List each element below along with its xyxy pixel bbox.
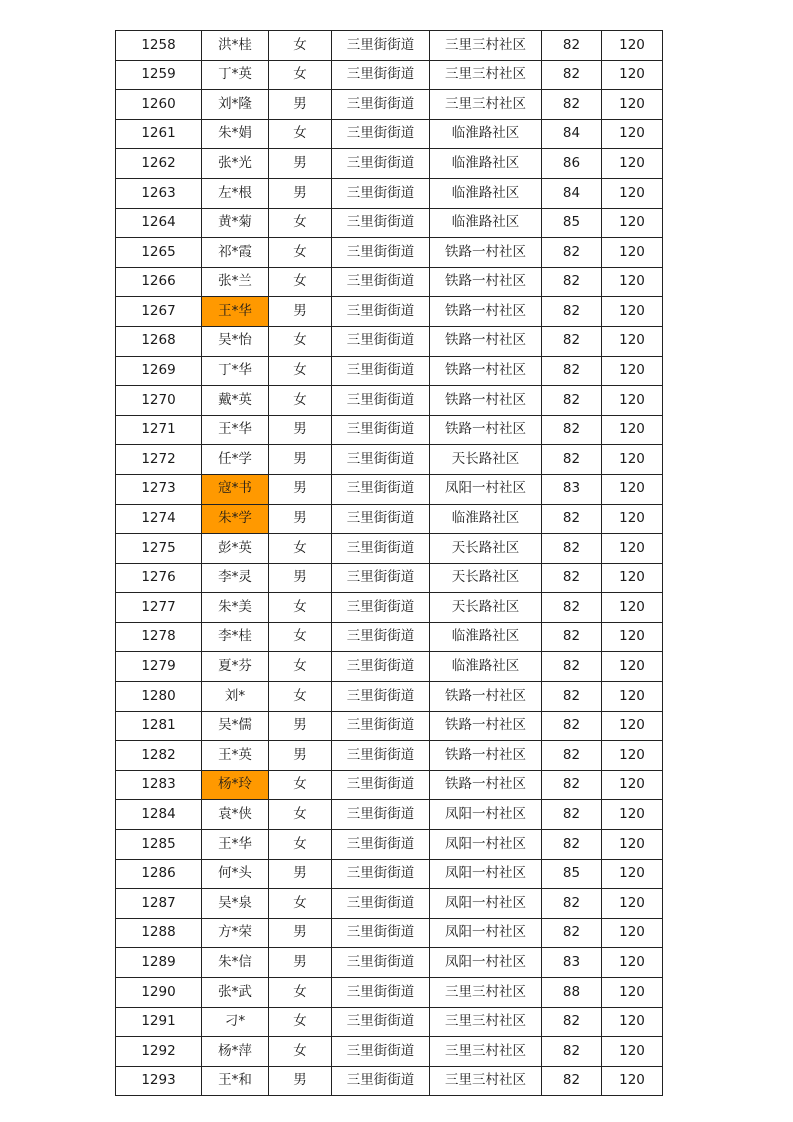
name-cell: 朱*娟 — [202, 119, 269, 149]
amount-cell: 120 — [602, 119, 663, 149]
name-cell: 杨*萍 — [202, 1037, 269, 1067]
table-row — [116, 326, 663, 356]
street-cell: 三里街街道 — [332, 593, 430, 623]
age-cell: 82 — [542, 563, 602, 593]
table-row — [116, 948, 663, 978]
age-cell: 82 — [542, 800, 602, 830]
street-cell: 三里街街道 — [332, 474, 430, 504]
name-cell: 杨*玲 — [202, 770, 269, 800]
street-cell: 三里街街道 — [332, 60, 430, 90]
gender-cell: 男 — [269, 711, 332, 741]
row-number-cell: 1292 — [116, 1037, 202, 1067]
community-cell: 天长路社区 — [430, 445, 542, 475]
table-body — [116, 31, 663, 1096]
street-cell: 三里街街道 — [332, 770, 430, 800]
age-cell: 82 — [542, 415, 602, 445]
age-cell: 82 — [542, 90, 602, 120]
community-cell: 铁路一村社区 — [430, 415, 542, 445]
name-cell: 张*武 — [202, 978, 269, 1008]
row-number-cell: 1284 — [116, 800, 202, 830]
community-cell: 铁路一村社区 — [430, 356, 542, 386]
gender-cell: 女 — [269, 652, 332, 682]
age-cell: 88 — [542, 978, 602, 1008]
gender-cell: 女 — [269, 593, 332, 623]
age-cell: 82 — [542, 1007, 602, 1037]
community-cell: 临淮路社区 — [430, 208, 542, 238]
age-cell: 83 — [542, 474, 602, 504]
amount-cell: 120 — [602, 800, 663, 830]
name-cell: 洪*桂 — [202, 31, 269, 61]
row-number-cell: 1261 — [116, 119, 202, 149]
gender-cell: 女 — [269, 800, 332, 830]
amount-cell: 120 — [602, 1066, 663, 1096]
table-row — [116, 356, 663, 386]
community-cell: 临淮路社区 — [430, 652, 542, 682]
row-number-cell: 1274 — [116, 504, 202, 534]
gender-cell: 男 — [269, 149, 332, 179]
amount-cell: 120 — [602, 60, 663, 90]
age-cell: 86 — [542, 149, 602, 179]
gender-cell: 女 — [269, 267, 332, 297]
age-cell: 82 — [542, 445, 602, 475]
street-cell: 三里街街道 — [332, 504, 430, 534]
age-cell: 82 — [542, 326, 602, 356]
community-cell: 铁路一村社区 — [430, 682, 542, 712]
name-cell: 张*光 — [202, 149, 269, 179]
table-row — [116, 563, 663, 593]
street-cell: 三里街街道 — [332, 918, 430, 948]
age-cell: 82 — [542, 918, 602, 948]
row-number-cell: 1280 — [116, 682, 202, 712]
age-cell: 82 — [542, 889, 602, 919]
row-number-cell: 1262 — [116, 149, 202, 179]
age-cell: 82 — [542, 1066, 602, 1096]
name-cell: 戴*英 — [202, 386, 269, 416]
table-row — [116, 238, 663, 268]
name-cell: 丁*华 — [202, 356, 269, 386]
amount-cell: 120 — [602, 149, 663, 179]
table-row — [116, 208, 663, 238]
street-cell: 三里街街道 — [332, 652, 430, 682]
table-row — [116, 386, 663, 416]
gender-cell: 女 — [269, 889, 332, 919]
amount-cell: 120 — [602, 978, 663, 1008]
table-row — [116, 178, 663, 208]
age-cell: 82 — [542, 504, 602, 534]
amount-cell: 120 — [602, 622, 663, 652]
recipients-table — [115, 30, 663, 1096]
street-cell: 三里街街道 — [332, 889, 430, 919]
street-cell: 三里街街道 — [332, 1066, 430, 1096]
street-cell: 三里街街道 — [332, 563, 430, 593]
table-row — [116, 415, 663, 445]
gender-cell: 女 — [269, 31, 332, 61]
name-cell: 朱*美 — [202, 593, 269, 623]
age-cell: 82 — [542, 31, 602, 61]
row-number-cell: 1277 — [116, 593, 202, 623]
community-cell: 临淮路社区 — [430, 178, 542, 208]
street-cell: 三里街街道 — [332, 238, 430, 268]
gender-cell: 女 — [269, 208, 332, 238]
name-cell: 吴*儒 — [202, 711, 269, 741]
row-number-cell: 1273 — [116, 474, 202, 504]
gender-cell: 男 — [269, 918, 332, 948]
community-cell: 铁路一村社区 — [430, 297, 542, 327]
gender-cell: 男 — [269, 297, 332, 327]
amount-cell: 120 — [602, 1037, 663, 1067]
amount-cell: 120 — [602, 90, 663, 120]
community-cell: 凤阳一村社区 — [430, 830, 542, 860]
street-cell: 三里街街道 — [332, 682, 430, 712]
street-cell: 三里街街道 — [332, 267, 430, 297]
age-cell: 82 — [542, 741, 602, 771]
age-cell: 82 — [542, 297, 602, 327]
amount-cell: 120 — [602, 741, 663, 771]
name-cell: 刁* — [202, 1007, 269, 1037]
table-row — [116, 119, 663, 149]
gender-cell: 女 — [269, 978, 332, 1008]
street-cell: 三里街街道 — [332, 622, 430, 652]
street-cell: 三里街街道 — [332, 445, 430, 475]
name-cell: 丁*英 — [202, 60, 269, 90]
amount-cell: 120 — [602, 830, 663, 860]
name-cell: 任*学 — [202, 445, 269, 475]
name-cell: 夏*芬 — [202, 652, 269, 682]
table-row — [116, 652, 663, 682]
table-row — [116, 504, 663, 534]
community-cell: 三里三村社区 — [430, 60, 542, 90]
community-cell: 三里三村社区 — [430, 1007, 542, 1037]
gender-cell: 男 — [269, 415, 332, 445]
row-number-cell: 1260 — [116, 90, 202, 120]
amount-cell: 120 — [602, 652, 663, 682]
row-number-cell: 1293 — [116, 1066, 202, 1096]
amount-cell: 120 — [602, 356, 663, 386]
name-cell: 李*桂 — [202, 622, 269, 652]
street-cell: 三里街街道 — [332, 1007, 430, 1037]
row-number-cell: 1263 — [116, 178, 202, 208]
row-number-cell: 1258 — [116, 31, 202, 61]
gender-cell: 男 — [269, 504, 332, 534]
community-cell: 凤阳一村社区 — [430, 918, 542, 948]
street-cell: 三里街街道 — [332, 386, 430, 416]
table-row — [116, 741, 663, 771]
age-cell: 82 — [542, 770, 602, 800]
gender-cell: 女 — [269, 622, 332, 652]
row-number-cell: 1283 — [116, 770, 202, 800]
street-cell: 三里街街道 — [332, 534, 430, 564]
community-cell: 凤阳一村社区 — [430, 889, 542, 919]
name-cell: 寇*书 — [202, 474, 269, 504]
gender-cell: 女 — [269, 830, 332, 860]
gender-cell: 女 — [269, 356, 332, 386]
community-cell: 凤阳一村社区 — [430, 474, 542, 504]
name-cell: 王*和 — [202, 1066, 269, 1096]
street-cell: 三里街街道 — [332, 741, 430, 771]
table-row — [116, 711, 663, 741]
amount-cell: 120 — [602, 534, 663, 564]
gender-cell: 女 — [269, 386, 332, 416]
amount-cell: 120 — [602, 918, 663, 948]
name-cell: 王*英 — [202, 741, 269, 771]
gender-cell: 男 — [269, 563, 332, 593]
amount-cell: 120 — [602, 593, 663, 623]
name-cell: 吴*泉 — [202, 889, 269, 919]
age-cell: 82 — [542, 652, 602, 682]
community-cell: 凤阳一村社区 — [430, 800, 542, 830]
table-row — [116, 60, 663, 90]
age-cell: 82 — [542, 830, 602, 860]
row-number-cell: 1265 — [116, 238, 202, 268]
age-cell: 85 — [542, 208, 602, 238]
table-row — [116, 593, 663, 623]
amount-cell: 120 — [602, 386, 663, 416]
amount-cell: 120 — [602, 682, 663, 712]
gender-cell: 女 — [269, 682, 332, 712]
amount-cell: 120 — [602, 445, 663, 475]
amount-cell: 120 — [602, 770, 663, 800]
gender-cell: 男 — [269, 741, 332, 771]
row-number-cell: 1281 — [116, 711, 202, 741]
gender-cell: 男 — [269, 445, 332, 475]
table-row — [116, 149, 663, 179]
name-cell: 朱*学 — [202, 504, 269, 534]
row-number-cell: 1278 — [116, 622, 202, 652]
table-row — [116, 31, 663, 61]
table-row — [116, 474, 663, 504]
table-row — [116, 1007, 663, 1037]
amount-cell: 120 — [602, 711, 663, 741]
row-number-cell: 1285 — [116, 830, 202, 860]
row-number-cell: 1269 — [116, 356, 202, 386]
table-row — [116, 1037, 663, 1067]
name-cell: 王*华 — [202, 297, 269, 327]
community-cell: 三里三村社区 — [430, 90, 542, 120]
community-cell: 铁路一村社区 — [430, 267, 542, 297]
row-number-cell: 1279 — [116, 652, 202, 682]
age-cell: 82 — [542, 238, 602, 268]
amount-cell: 120 — [602, 326, 663, 356]
age-cell: 84 — [542, 119, 602, 149]
gender-cell: 男 — [269, 859, 332, 889]
amount-cell: 120 — [602, 948, 663, 978]
street-cell: 三里街街道 — [332, 800, 430, 830]
row-number-cell: 1288 — [116, 918, 202, 948]
table-row — [116, 800, 663, 830]
street-cell: 三里街街道 — [332, 149, 430, 179]
name-cell: 吴*怡 — [202, 326, 269, 356]
gender-cell: 女 — [269, 326, 332, 356]
community-cell: 凤阳一村社区 — [430, 948, 542, 978]
amount-cell: 120 — [602, 504, 663, 534]
community-cell: 临淮路社区 — [430, 504, 542, 534]
name-cell: 张*兰 — [202, 267, 269, 297]
community-cell: 铁路一村社区 — [430, 711, 542, 741]
table-row — [116, 918, 663, 948]
row-number-cell: 1259 — [116, 60, 202, 90]
street-cell: 三里街街道 — [332, 711, 430, 741]
community-cell: 铁路一村社区 — [430, 386, 542, 416]
row-number-cell: 1286 — [116, 859, 202, 889]
street-cell: 三里街街道 — [332, 859, 430, 889]
row-number-cell: 1275 — [116, 534, 202, 564]
community-cell: 铁路一村社区 — [430, 741, 542, 771]
street-cell: 三里街街道 — [332, 948, 430, 978]
gender-cell: 女 — [269, 534, 332, 564]
row-number-cell: 1271 — [116, 415, 202, 445]
table-row — [116, 978, 663, 1008]
name-cell: 刘*隆 — [202, 90, 269, 120]
street-cell: 三里街街道 — [332, 326, 430, 356]
community-cell: 铁路一村社区 — [430, 238, 542, 268]
street-cell: 三里街街道 — [332, 830, 430, 860]
community-cell: 三里三村社区 — [430, 31, 542, 61]
amount-cell: 120 — [602, 563, 663, 593]
community-cell: 三里三村社区 — [430, 1037, 542, 1067]
gender-cell: 女 — [269, 1007, 332, 1037]
gender-cell: 女 — [269, 60, 332, 90]
name-cell: 王*华 — [202, 415, 269, 445]
row-number-cell: 1282 — [116, 741, 202, 771]
gender-cell: 男 — [269, 178, 332, 208]
table-row — [116, 297, 663, 327]
street-cell: 三里街街道 — [332, 297, 430, 327]
name-cell: 朱*信 — [202, 948, 269, 978]
community-cell: 铁路一村社区 — [430, 326, 542, 356]
row-number-cell: 1264 — [116, 208, 202, 238]
amount-cell: 120 — [602, 31, 663, 61]
street-cell: 三里街街道 — [332, 978, 430, 1008]
street-cell: 三里街街道 — [332, 178, 430, 208]
table-row — [116, 859, 663, 889]
name-cell: 彭*英 — [202, 534, 269, 564]
row-number-cell: 1270 — [116, 386, 202, 416]
gender-cell: 男 — [269, 1066, 332, 1096]
street-cell: 三里街街道 — [332, 1037, 430, 1067]
age-cell: 82 — [542, 682, 602, 712]
community-cell: 天长路社区 — [430, 593, 542, 623]
age-cell: 82 — [542, 593, 602, 623]
row-number-cell: 1276 — [116, 563, 202, 593]
row-number-cell: 1272 — [116, 445, 202, 475]
gender-cell: 男 — [269, 90, 332, 120]
street-cell: 三里街街道 — [332, 90, 430, 120]
row-number-cell: 1289 — [116, 948, 202, 978]
community-cell: 铁路一村社区 — [430, 770, 542, 800]
street-cell: 三里街街道 — [332, 356, 430, 386]
name-cell: 祁*霞 — [202, 238, 269, 268]
amount-cell: 120 — [602, 859, 663, 889]
gender-cell: 男 — [269, 474, 332, 504]
name-cell: 黄*菊 — [202, 208, 269, 238]
row-number-cell: 1268 — [116, 326, 202, 356]
name-cell: 李*灵 — [202, 563, 269, 593]
table-row — [116, 682, 663, 712]
table-row — [116, 889, 663, 919]
amount-cell: 120 — [602, 178, 663, 208]
gender-cell: 女 — [269, 238, 332, 268]
age-cell: 82 — [542, 1037, 602, 1067]
gender-cell: 女 — [269, 119, 332, 149]
community-cell: 三里三村社区 — [430, 1066, 542, 1096]
community-cell: 天长路社区 — [430, 534, 542, 564]
street-cell: 三里街街道 — [332, 31, 430, 61]
table-row — [116, 534, 663, 564]
name-cell: 何*头 — [202, 859, 269, 889]
table-row — [116, 445, 663, 475]
community-cell: 临淮路社区 — [430, 119, 542, 149]
community-cell: 临淮路社区 — [430, 149, 542, 179]
community-cell: 临淮路社区 — [430, 622, 542, 652]
amount-cell: 120 — [602, 889, 663, 919]
table-row — [116, 830, 663, 860]
name-cell: 方*荣 — [202, 918, 269, 948]
row-number-cell: 1266 — [116, 267, 202, 297]
amount-cell: 120 — [602, 238, 663, 268]
amount-cell: 120 — [602, 297, 663, 327]
row-number-cell: 1290 — [116, 978, 202, 1008]
community-cell: 天长路社区 — [430, 563, 542, 593]
name-cell: 王*华 — [202, 830, 269, 860]
table-row — [116, 267, 663, 297]
row-number-cell: 1287 — [116, 889, 202, 919]
gender-cell: 女 — [269, 770, 332, 800]
row-number-cell: 1267 — [116, 297, 202, 327]
community-cell: 凤阳一村社区 — [430, 859, 542, 889]
age-cell: 82 — [542, 534, 602, 564]
age-cell: 84 — [542, 178, 602, 208]
amount-cell: 120 — [602, 1007, 663, 1037]
gender-cell: 女 — [269, 1037, 332, 1067]
row-number-cell: 1291 — [116, 1007, 202, 1037]
amount-cell: 120 — [602, 208, 663, 238]
age-cell: 82 — [542, 60, 602, 90]
age-cell: 83 — [542, 948, 602, 978]
table-row — [116, 622, 663, 652]
table-row — [116, 1066, 663, 1096]
age-cell: 82 — [542, 622, 602, 652]
table-row — [116, 90, 663, 120]
amount-cell: 120 — [602, 267, 663, 297]
amount-cell: 120 — [602, 415, 663, 445]
community-cell: 三里三村社区 — [430, 978, 542, 1008]
gender-cell: 男 — [269, 948, 332, 978]
name-cell: 左*根 — [202, 178, 269, 208]
name-cell: 袁*侠 — [202, 800, 269, 830]
street-cell: 三里街街道 — [332, 119, 430, 149]
age-cell: 85 — [542, 859, 602, 889]
age-cell: 82 — [542, 356, 602, 386]
age-cell: 82 — [542, 711, 602, 741]
age-cell: 82 — [542, 386, 602, 416]
age-cell: 82 — [542, 267, 602, 297]
table-row — [116, 770, 663, 800]
amount-cell: 120 — [602, 474, 663, 504]
street-cell: 三里街街道 — [332, 208, 430, 238]
street-cell: 三里街街道 — [332, 415, 430, 445]
name-cell: 刘* — [202, 682, 269, 712]
